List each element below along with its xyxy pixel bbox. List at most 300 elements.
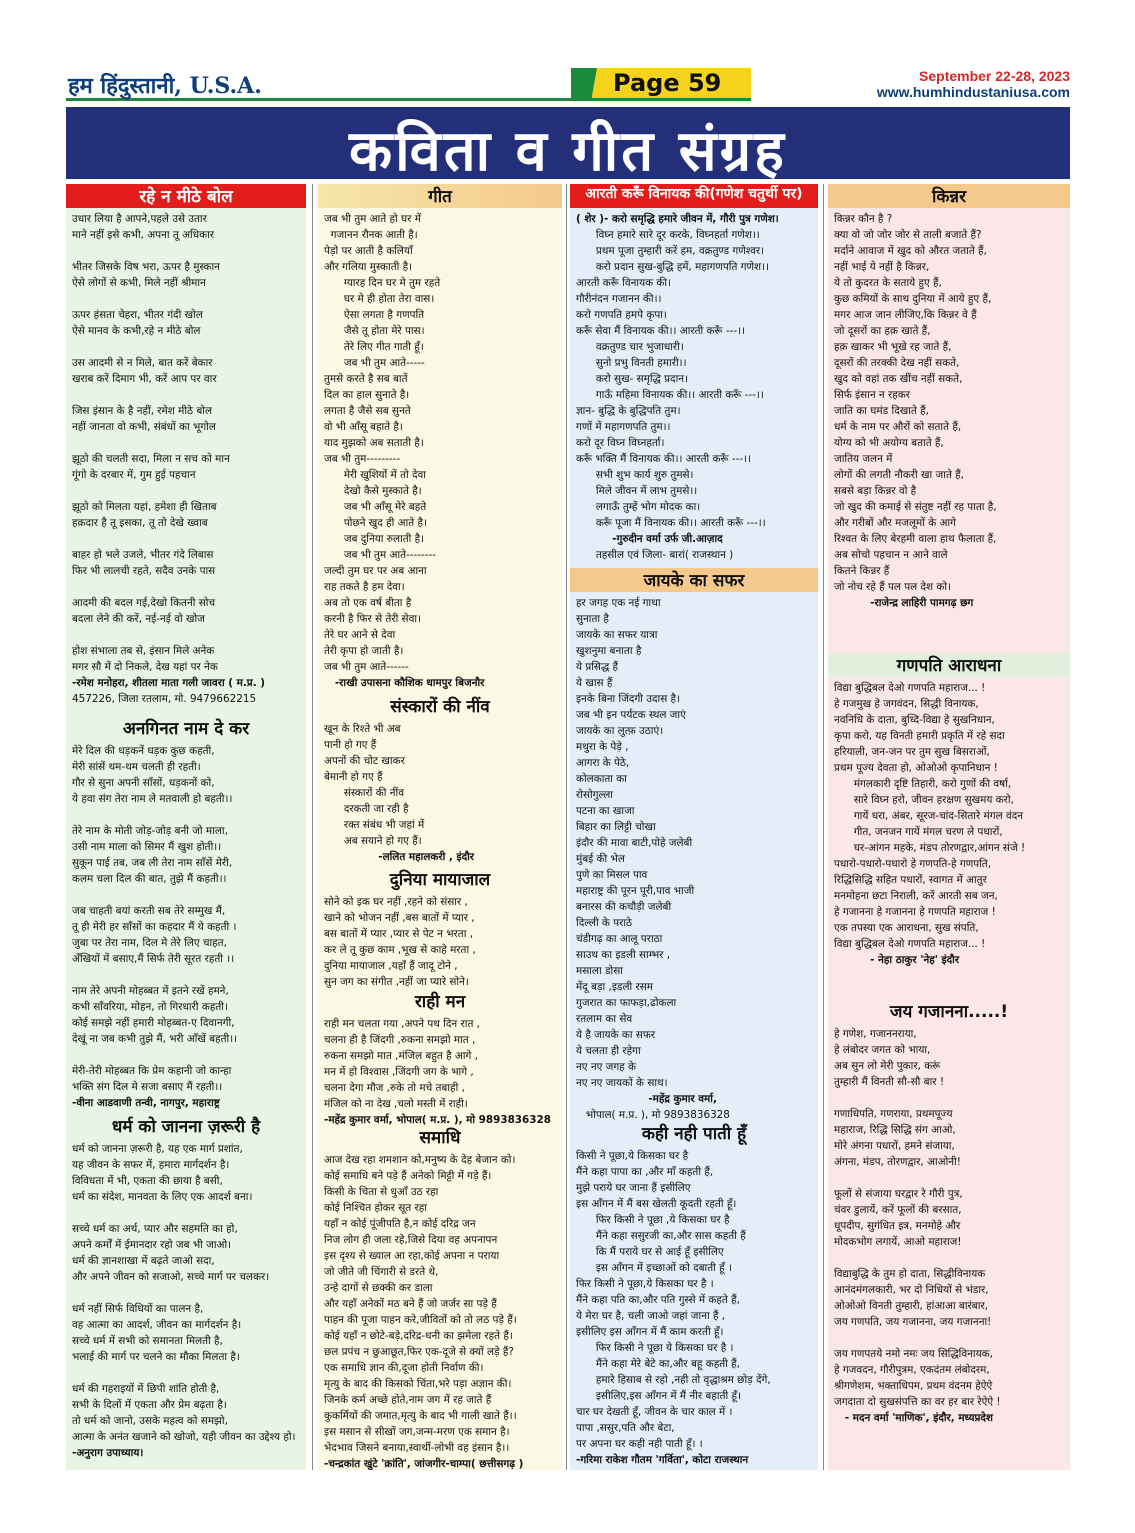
poem-line: जायके का लुत्फ़ उठाएं। bbox=[576, 725, 664, 737]
poem-line bbox=[834, 1250, 1066, 1266]
poem-line: जायके का सफर यात्रा bbox=[576, 629, 658, 641]
poem-line: मैंने कहा मेरे बेटे का,और बहू कहती हैं, bbox=[576, 1358, 740, 1370]
poem-line: खून के रिश्ते भी अब bbox=[324, 723, 401, 735]
poem-line: अब सोचो पहचान न आने वाले bbox=[834, 549, 948, 561]
poem-line: तेरे घर आने से देवा bbox=[324, 629, 396, 641]
poem-line: जो जीते जी चिंगारी से डरते थे, bbox=[324, 1266, 439, 1278]
poem-line: भीतर जिसके विष भरा, ऊपर है मुस्कान bbox=[72, 261, 220, 273]
poem-line: पाहन की पूजा पाहन करे,जीवितों को तो लठ पड़े हैं। bbox=[324, 1314, 517, 1326]
poem-jai-gajanana bbox=[828, 999, 1070, 1426]
poem-line: इस मसान से सीखों जग,जन्म-मरण एक समान है। bbox=[324, 1426, 510, 1438]
poem-line: मोरे अंगना पधारों, हमने संजाया, bbox=[834, 1140, 955, 1152]
poem-line: खुद को वहां तक खींच नहीं सकते, bbox=[834, 373, 963, 385]
poem-line: करो प्रदान सुख-बुद्धि हमें, महागणपति गणेश।। bbox=[576, 261, 769, 273]
poem-line: -गुरुदीन वर्मा उर्फ जी.आज़ाद bbox=[576, 533, 723, 545]
poem-body bbox=[318, 718, 562, 865]
poem-rahe-na-meethe-bol bbox=[66, 184, 306, 707]
poem-line: दिल का हाल सुनाते है। bbox=[324, 389, 410, 401]
poem-line: बाहर हो भले उजले, भीतर गंदे लिबास bbox=[72, 549, 214, 561]
poem-line: करो गणपति हमपे कृपा। bbox=[576, 309, 667, 321]
poem-line: जो खुद की कमाई से संतुष्ट नहीं रह पाता है, bbox=[834, 501, 997, 513]
poem-line: मगर सौ में दो निकले, देख यहां पर नेक bbox=[72, 661, 218, 673]
poem-line: नए नए जगह के bbox=[576, 1061, 636, 1073]
poem-line: -चन्द्रकांत खुंटे 'क्रांति', जांजगीर-चाम्पा( छत्तीसगढ़ ) bbox=[324, 1458, 524, 1470]
poem-line: करूँ पूजा मैं विनायक की।। आरती करूँ ---।। bbox=[576, 517, 766, 529]
poem-line: हे लंबोदर जगत को भाया, bbox=[834, 1044, 931, 1056]
poem-line: खाने को भोजन नहीं ,बस बातों में प्यार , bbox=[324, 912, 475, 924]
poem-line: तुमसे करते है सब बातें bbox=[324, 373, 408, 385]
poem-line: कोई समझे नहीं हमारी मोहब्बत-ए दिवानगी, bbox=[72, 1017, 235, 1029]
poem-line: गायें धरा, अंबर, सूरज-चांद-सितारे मंगल वंदन bbox=[834, 810, 1023, 822]
poem-line: और गलिया मुस्काती है। bbox=[324, 261, 413, 273]
poem-line: कुछ कमियों के साथ दुनिया में आये हुए हैं, bbox=[834, 293, 992, 305]
poem-line: कभी साँवरिया, मोहन, तो गिरधारी कहती। bbox=[72, 1001, 228, 1013]
poem-line: जब भी तुम आते-------- bbox=[324, 549, 437, 561]
poem-line: -महेंद्र कुमार वर्मा, भोपाल( म.प्र. ), मो 9893836328 bbox=[324, 1114, 551, 1126]
column-divider bbox=[312, 184, 313, 1470]
poem-line: करो सुख- समृद्धि प्रदान। bbox=[576, 373, 688, 385]
poem-line: ऊपर हंसता चेहरा, भीतर गंदी खोल bbox=[72, 309, 203, 321]
poem-line bbox=[72, 243, 302, 259]
poem-line: दुनिया मायाजाल ,यहाँ हैं जादू टोने , bbox=[324, 960, 458, 972]
poem-line: गणाधिपति, गणराया, प्रथमपूज्य bbox=[834, 1108, 953, 1120]
poem-line: इस आँगन में मैं बस खेलती कूदती रहती हूँ। bbox=[576, 1198, 737, 1210]
poem-line: वह आत्मा का आदर्श, जीवन का मार्गदर्शन है। bbox=[72, 1319, 242, 1331]
poem-line: रतलाम का सेव bbox=[576, 1013, 633, 1025]
poem-line: चंवर डुलायें, करें फूलों की बरसात, bbox=[834, 1204, 962, 1216]
poem-line: सभी शुभ कार्य शुरु तुमसे। bbox=[576, 469, 694, 481]
poem-body bbox=[828, 208, 1070, 611]
poem-line: धर्म की ज्ञानशाखा में बढ़ते जाओ सदा, bbox=[72, 1255, 215, 1267]
poem-line: वो भी आँसू बहाते है। bbox=[324, 421, 403, 433]
poem-line: ग्यारह दिन घर मे तुम रहते bbox=[324, 277, 441, 289]
poem-line: फिर किसी ने पूछा ये किसका घर है । bbox=[576, 1342, 734, 1354]
poem-line: किसी के चिता से धुआँ उठ रहा bbox=[324, 1186, 439, 1198]
poem-line: मंगलकारी दृष्टि तिहारी, करो गुणों की वर्षा, bbox=[834, 778, 1012, 790]
poem-line: तुम्हारी मैं विनती सौ-सौ बार ! bbox=[834, 1076, 945, 1088]
poem-line bbox=[72, 627, 302, 643]
poem-line: उधार लिया है आपने,पहले उसे उतार bbox=[72, 213, 207, 225]
poem-line: हे गजवदन, गौरीपुत्रम, एकदंतम लंबोदरम, bbox=[834, 1364, 990, 1376]
poem-title: राही मन bbox=[414, 992, 466, 1012]
poem-line: जय गणपतये नमो नमः जय सिद्धिविनायक, bbox=[834, 1348, 993, 1360]
poem-title: रहे न मीठे बोल bbox=[66, 184, 306, 208]
poem-line: इनके बिना जिंदगी उदास है। bbox=[576, 693, 680, 705]
poem-line: ये प्रसिद्ध हैं bbox=[576, 661, 619, 673]
poem-line: तू ही मेरी हर साँसों का कहदार मैं ये कहती । bbox=[72, 921, 237, 933]
poem-line: जब भी तुम--------- bbox=[324, 453, 401, 465]
poem-line: कोलकाता का bbox=[576, 773, 627, 785]
poem-line: कलम चला दिल की बात, तुझे मैं कहती।। bbox=[72, 873, 227, 885]
poem-line: आगरा के पेठे, bbox=[576, 757, 630, 769]
poem-line: सारे विघ्न हरो, जीवन हरक्षण सुखमय करो, bbox=[834, 794, 1014, 806]
poem-title: जायके का सफर bbox=[570, 568, 818, 592]
poem-line: उसी नाम माला को सिमर मैं खुश होती।। bbox=[72, 841, 222, 853]
poem-line: पधारो-पधारो-पधारो हे गणपति-हे गणपति, bbox=[834, 858, 992, 870]
poem-line: मर्दाने आवाज में खुद को औरत जताते हैं, bbox=[834, 245, 987, 257]
poem-line: फिर किसी ने पूछा,ये किसका घर है । bbox=[576, 1278, 714, 1290]
poem-line: जल्दी तुम घर पर अब आना bbox=[324, 565, 427, 577]
poem-title: धर्म को जानना ज़रूरी है bbox=[111, 1117, 261, 1137]
poem-line: लगाऊँ तुम्हें भोग मोदक का। bbox=[576, 501, 701, 513]
poem-line: महाराष्ट्र की पूरन पूरी,पाव भाजी bbox=[576, 885, 695, 897]
masthead bbox=[66, 68, 571, 101]
poem-line: आरती करूँ विनायक की। bbox=[576, 277, 671, 289]
poem-line bbox=[72, 387, 302, 403]
poem-line: ये है जायके का सफर bbox=[576, 1029, 656, 1041]
poem-line bbox=[72, 807, 302, 823]
poem-line: दूसरों की तरक्की देख नहीं सकते, bbox=[834, 357, 960, 369]
poem-line: आज देख रहा शमशान को,मनुष्य के देह बेजान को। bbox=[324, 1154, 516, 1166]
poem-line: अंगना, मंडप, तोरणद्वार, आओनी! bbox=[834, 1156, 961, 1168]
poem-line: हमारे हिसाब से रहो ,नही तो वृद्धाश्रम छोड़ देंगे, bbox=[576, 1374, 771, 1386]
poem-title: कही नही पाती हूँ bbox=[641, 1124, 747, 1144]
poem-line: -वीना आडवाणी तन्वी, नागपुर, महाराष्ट्र bbox=[72, 1097, 220, 1109]
poem-line: मुंबई की भेल bbox=[576, 853, 625, 865]
issue-date: September 22-28, 2023 bbox=[919, 68, 1070, 84]
poem-line: राही मन चलता गया ,अपने पथ दिन रात , bbox=[324, 1018, 480, 1030]
poem-line: घर-आंगन महके, मंडप तोरणद्वार,आंगन संजे ! bbox=[834, 842, 1026, 854]
poem-line: विद्या बुद्धिबल देओ गणपति महाराज... ! bbox=[834, 682, 986, 694]
poem-line: मगर आज जान लीजिए,कि किन्नर वे हैं bbox=[834, 309, 977, 321]
section-banner bbox=[66, 107, 1070, 184]
poem-body bbox=[318, 1149, 562, 1470]
poem-line: जाति का घमंड दिखाते हैं, bbox=[834, 405, 929, 417]
poem-line: तो धर्म को जानो, उसके महत्व को समझो, bbox=[72, 1415, 228, 1427]
poem-line: किन्नर कौन है ? bbox=[834, 213, 893, 225]
poem-line: जिस इंसान के है नहीं, रमेश मीठे बोल bbox=[72, 405, 213, 417]
poem-line: मैंने कहा ससुरजी का,और सास कहती हैं bbox=[576, 1230, 746, 1242]
poem-line: मिले जीवन में लाभ तुमसे।। bbox=[576, 485, 698, 497]
poem-line: मोदकभोग लगायें, आओ महाराज! bbox=[834, 1236, 962, 1248]
poem-line: दरकती जा रही है bbox=[324, 803, 409, 815]
poem-line: दिल्ली के पराठे bbox=[576, 917, 633, 929]
poem-line bbox=[72, 1285, 302, 1301]
poem-line: संस्कारों की नींव bbox=[324, 787, 405, 799]
poem-line: लोगों की लगती नौकरी खा जाते हैं, bbox=[834, 469, 964, 481]
poem-title: संस्कारों की नींव bbox=[390, 697, 490, 717]
poem-sanskaron-ki-neenv bbox=[318, 694, 562, 865]
poem-line: सिर्फ इंसान न रहकर bbox=[834, 389, 910, 401]
poem-line: 457226, जिला रतलाम, मो. 9479662215 bbox=[72, 693, 257, 705]
poem-line: क्या वो जो जोर जोर से ताली बजाते हैं? bbox=[834, 229, 982, 241]
poem-line: अपनों की चोट खाकर bbox=[324, 755, 405, 767]
poem-body bbox=[66, 208, 306, 707]
poem-line: विद्याबुद्धि के तुम हो दाता, सिद्धीविनायक bbox=[834, 1268, 986, 1280]
poem-line: कर ले तू कुछ काम ,भूख से काहे मरता , bbox=[324, 944, 476, 956]
poem-line: पापा ,ससुर,पति और बेटा, bbox=[576, 1422, 675, 1434]
poem-line: मैंने कहा पापा का ,और माँ कहती हैं, bbox=[576, 1166, 714, 1178]
poem-line: फिर किसी ने पूछा ,ये किसका घर है bbox=[576, 1214, 730, 1226]
poem-line: नहीं जानता वो कभी, संबंधों का भूगोल bbox=[72, 421, 216, 433]
poem-line: लगता है जैसे सब सुनते bbox=[324, 405, 411, 417]
poem-line bbox=[72, 483, 302, 499]
poem-line: गाऊँ महिमा विनायक की।। आरती करूँ ---।। bbox=[576, 389, 764, 401]
poem-title: दुनिया मायाजाल bbox=[389, 870, 491, 890]
poem-line: आदमी की बदल गई,देखो कितनी सोच bbox=[72, 597, 216, 609]
poem-line: ये चलता ही रहेगा bbox=[576, 1045, 641, 1057]
poem-dharm-ko-janna bbox=[66, 1114, 306, 1461]
poem-line: श्रीगणेशम, भक्ताधिपम, प्रथम वंदनम हेऐऐ bbox=[834, 1380, 993, 1392]
poem-line: मुझे पराये घर जाना हैं इसीलिए bbox=[576, 1182, 691, 1194]
poem-body bbox=[828, 1023, 1070, 1426]
poem-line: पेड़ो पर आती है कलियाँ bbox=[324, 245, 413, 257]
poem-line: राह तकते है हम देवा। bbox=[324, 581, 405, 593]
poem-line: गणों में महागणपति तुम।। bbox=[576, 421, 671, 433]
poem-body bbox=[570, 208, 818, 563]
poem-line: -गरिमा राकेश गौतम 'गर्विता', कोटा राजस्थान bbox=[576, 1454, 749, 1466]
poem-line: नए नए जायकों के साथ। bbox=[576, 1077, 668, 1089]
poem-line: और अपने जीवन को सजाओ, सच्चे मार्ग पर चलकर। bbox=[72, 1271, 270, 1283]
poem-line: रुकना समझो मात ,मंजिल बहुत है आगे , bbox=[324, 1050, 479, 1062]
poem-title: समाधि bbox=[419, 1128, 461, 1148]
banner-title: कविता व गीत संग्रह bbox=[349, 119, 787, 184]
poem-line: योग्य को भी अयोग्य बताते हैं, bbox=[834, 437, 944, 449]
poem-body bbox=[570, 592, 818, 1123]
poem-line: पोछने खुद ही आते है। bbox=[324, 517, 427, 529]
poem-line: और गरीबों और मजलूमों के आगे bbox=[834, 517, 957, 529]
poem-title: गणपति आराधना bbox=[828, 653, 1070, 677]
poem-line: हे गजमुख हे जगवंदन, सिद्धी विनायक, bbox=[834, 698, 979, 710]
poem-body bbox=[318, 891, 562, 990]
poem-line: जब भी तुम आते----- bbox=[324, 357, 425, 369]
poem-line: साउथ का इडली साम्भर , bbox=[576, 949, 671, 961]
poem-line: जब भी इन पर्यटक स्थल जाएं bbox=[576, 709, 686, 721]
poem-line: गीत, जनजन गायें मंगल चरण ले पधारों, bbox=[834, 826, 1003, 838]
poem-title: किन्नर bbox=[828, 184, 1070, 208]
poem-line: बदला लेने की करें, नई-नई वो खोज bbox=[72, 613, 205, 625]
poem-line: ओओओ विनती तुम्हारी, हांआआ बारंबार, bbox=[834, 1300, 988, 1312]
poem-line: पानी हो गए हैं bbox=[324, 739, 377, 751]
poem-line: किसी ने पूछा,ये किसका घर है bbox=[576, 1150, 689, 1162]
poem-line: मनमोहना छटा निराली, करें आरती सब जन, bbox=[834, 890, 998, 902]
poem-line: रोसोगुल्ला bbox=[576, 789, 613, 801]
poem-line: बस बातों में प्यार ,प्यार से पेट न भरता , bbox=[324, 928, 474, 940]
poem-line: कृपा करो, यह विनती हमारी प्रकृति में रहे सदा bbox=[834, 730, 1005, 742]
poem-line: झूठो को मिलता यहां, हमेशा ही खिताब bbox=[72, 501, 217, 513]
poem-jayke-ka-safar bbox=[570, 568, 818, 1123]
poem-line: तेरी कृपा हो जाती है। bbox=[324, 645, 404, 657]
poem-line: अब तो एक वर्ष बीता है bbox=[324, 597, 412, 609]
poem-line: मंजिल को ना देख ,चलो मस्ती में राही। bbox=[324, 1098, 468, 1110]
column-2 bbox=[318, 184, 562, 1470]
poem-line: यह जीवन के सफर में, हमारा मार्गदर्शन है। bbox=[72, 1159, 230, 1171]
poem-body bbox=[66, 1138, 306, 1461]
poem-line: ये मेरा घर है, चली जाओ जहां जाना हैं , bbox=[576, 1310, 726, 1322]
poem-body bbox=[570, 1145, 818, 1468]
poem-line: हरियाली, जन-जन पर तुम सुख बिसराओं, bbox=[834, 746, 990, 758]
poem-kahi-nahi-paati bbox=[570, 1121, 818, 1468]
poem-body bbox=[66, 740, 306, 1111]
poem-line: करूँ सेवा मैं विनायक की।। आरती करूँ ---।। bbox=[576, 325, 746, 337]
poem-line: मसाला डोसा bbox=[576, 965, 623, 977]
poem-line: ऐसे मानव के कभी,रहे न मीठे बोल bbox=[72, 325, 201, 337]
poem-line: गजानन रौनक आती है। bbox=[324, 229, 418, 241]
poem-title: जय गजानना.....! bbox=[889, 1002, 1009, 1022]
poem-line: तेरे लिए गीत गाती हूँ। bbox=[324, 341, 424, 353]
poem-line: विविधता में भी, एकता की छाया है बसी, bbox=[72, 1175, 223, 1187]
poem-line: पर अपना घर कही नही पाती हूँ। । bbox=[576, 1438, 703, 1450]
poem-line: कुकर्मियों की जमात,मृत्यु के बाद भी गाली खाते हैं।। bbox=[324, 1410, 517, 1422]
poem-line bbox=[834, 1090, 1066, 1106]
poem-line bbox=[72, 887, 302, 903]
poem-line: जब भी तुम आते हो घर में bbox=[324, 213, 421, 225]
poem-line: जो दूसरों का हक़ खाते हैं, bbox=[834, 325, 931, 337]
poem-line: ये खास हैं bbox=[576, 677, 613, 689]
poem-line: ये हवा संग तेरा नाम ले मतवाली हो बहती।। bbox=[72, 793, 233, 805]
poem-line: और यहाँ अनेकों मठ बने हैं जो जर्जर सा पड़े हैं bbox=[324, 1298, 497, 1310]
poem-line bbox=[72, 291, 302, 307]
poem-line: ऐसा लगता है गणपति bbox=[324, 309, 425, 321]
poem-line bbox=[72, 967, 302, 983]
poem-line: चार घर देखती हूँ, जीवन के चार काल में । bbox=[576, 1406, 733, 1418]
poem-line: आनंदमंगलकारी, भर दो निधियों से भंडार, bbox=[834, 1284, 989, 1296]
poem-line: मेंदू बड़ा ,इडली रसम bbox=[576, 981, 654, 993]
poem-line: करनी है फिर से तेरी सेवा। bbox=[324, 613, 421, 625]
poem-line: खराब करें दिमाग भी, करें आप पर वार bbox=[72, 373, 217, 385]
poem-line: इस आँगन में इच्छाओं को दबाती हूँ । bbox=[576, 1262, 732, 1274]
website-link[interactable]: www.humhindustaniusa.com bbox=[876, 84, 1070, 100]
poem-line: -महेंद्र कुमार वर्मा, bbox=[576, 1093, 717, 1105]
poem-line: गुजरात का फाफड़ा,ढोकला bbox=[576, 997, 677, 1009]
poem-title: अनगिनत नाम दे कर bbox=[122, 719, 250, 739]
poem-line: मथुरा के पेड़े , bbox=[576, 741, 629, 753]
poem-line: कितने किन्नर हैं bbox=[834, 565, 890, 577]
poem-line: रिश्वत के लिए बेरहमी वाला हाथ फैलाता हैं, bbox=[834, 533, 997, 545]
poem-line: हक़दार है तू इसका, तू तो देखे ख्वाब bbox=[72, 517, 208, 529]
poem-line: बिहार का लिट्टी चोखा bbox=[576, 821, 656, 833]
poem-line: गौर से सुना अपनी साँसों, धड़कनों को, bbox=[72, 777, 215, 789]
poem-line: ऐसे लोगों से कभी, मिले नहीं श्रीमान bbox=[72, 277, 206, 289]
poem-line: सुकून पाई तब, जब ली तेरा नाम साँसें मेरी, bbox=[72, 857, 233, 869]
poem-line: अब सुन लो मेरी पुकार, करूं bbox=[834, 1060, 941, 1072]
poem-line bbox=[834, 1170, 1066, 1186]
poem-line: नहीं भाई ये नहीं है किन्नर, bbox=[834, 261, 930, 273]
poem-line: जब भी तुम आते------ bbox=[324, 661, 409, 673]
poem-line: जगदाता दो सुखसंपत्ति का वर हर बार रेऐऐ ! bbox=[834, 1396, 1001, 1408]
poem-line: धर्म का संदेश, मानवता के लिए एक आदर्श बना। bbox=[72, 1191, 253, 1203]
poem-line: प्रथम पूज्य देवता हो, ओओओ कृपानिधान ! bbox=[834, 762, 998, 774]
poem-line: सुनो प्रभु विनती हमारी।। bbox=[576, 357, 687, 369]
poem-line: सच्चे धर्म में सभी को समानता मिलती है, bbox=[72, 1335, 223, 1347]
column-1 bbox=[66, 184, 306, 1470]
poem-line: इंदौर की मावा बाटी,पोहे जलेबी bbox=[576, 837, 693, 849]
column-4 bbox=[828, 184, 1070, 1470]
poem-line: इसीलिए,इस आँगन में मैं नीर बहाती हूँ। bbox=[576, 1390, 741, 1402]
page-header bbox=[66, 68, 1070, 102]
column-divider bbox=[566, 184, 567, 1470]
poem-line: यहाँ न कोई पूंजीपति है,न कोई दरिद्र जन bbox=[324, 1218, 476, 1230]
poem-line: जो नोच रहे हैं पल पल देश को। bbox=[834, 581, 951, 593]
poem-line: जैसे तू होता मेरे पास। bbox=[324, 325, 425, 337]
poem-title: आरती करूँ विनायक की(गणेश चतुर्थी पर) bbox=[570, 184, 818, 208]
poem-line: धर्म के नाम पर औरों को सताते हैं, bbox=[834, 421, 962, 433]
poem-line: करूँ भक्ति मैं विनायक की।। आरती करूँ ---।। bbox=[576, 453, 752, 465]
poem-line: विद्या बुद्धिबल देओ गणपति महाराज... ! bbox=[834, 938, 986, 950]
poem-line: चलना देगा मौज ,रुके तो मचे तबाही , bbox=[324, 1082, 465, 1094]
poem-line: पुणे का मिसल पाव bbox=[576, 869, 648, 881]
poem-line: नाम तेरे अपनी मोहब्बत में इतने रखें हमने, bbox=[72, 985, 229, 997]
poem-line: कोई यहाँ न छोटे-बड़े,दरिद्र-धनी का झमेला रहते हैं। bbox=[324, 1330, 513, 1342]
poem-line: सभी के दिलों में एकता और प्रेम बढ़ता है। bbox=[72, 1399, 227, 1411]
poem-body bbox=[828, 677, 1070, 968]
poem-line bbox=[72, 1365, 302, 1381]
poem-geet bbox=[318, 184, 562, 691]
poem-line: जातिय जलन में bbox=[834, 453, 893, 465]
poem-line: मृत्यु के बाद की किसको चिंता,भरे पड़ा अज्ञान की। bbox=[324, 1378, 512, 1390]
poem-body bbox=[318, 1013, 562, 1128]
poem-anginat-naam bbox=[66, 716, 306, 1111]
poem-line: एक तपस्या एक आराधना, सुख संपति, bbox=[834, 922, 979, 934]
poem-line: रक्त संबंध भी जहां में bbox=[324, 819, 425, 831]
poem-line: हर जगह एक नई गाथा bbox=[576, 597, 661, 609]
poem-line: ( शेर )- करो समृद्धि हमारे जीवन में, गौरी पुत्र गणेश। bbox=[576, 213, 779, 225]
poem-line: प्रथम पूजा तुम्हारी करें हम, वक्रतुण्ड गणेश्वर। bbox=[576, 245, 765, 257]
poem-line bbox=[72, 531, 302, 547]
poem-line: वक्रतुण्ड चार भुजाधारी। bbox=[576, 341, 684, 353]
poem-line: भलाई की मार्ग पर चलने का मौका मिलता है। bbox=[72, 1351, 240, 1363]
page-number: Page 59 bbox=[613, 69, 722, 97]
poem-line: एक समाधि ज्ञान की,दूजा होती निर्वाण की। bbox=[324, 1362, 484, 1374]
poem-line: मन में हो विश्वास ,जिंदगी जग के भागे , bbox=[324, 1066, 474, 1078]
poem-line: जब भी आँसू मेरे बहते bbox=[324, 501, 427, 513]
poem-line: महाराज, रिद्धि सिद्धि संग आओ, bbox=[834, 1124, 956, 1136]
poem-line: ये तो कुदरत के सताये हुए हैं, bbox=[834, 277, 942, 289]
column-3 bbox=[570, 184, 818, 1470]
poem-samadhi bbox=[318, 1125, 562, 1470]
poem-line: अब सयाने हो गए हैं। bbox=[324, 835, 422, 847]
poem-line: हे गणेश, गजाननराया, bbox=[834, 1028, 917, 1040]
poem-line: धर्म नहीं सिर्फ विधियों का पालन है, bbox=[72, 1303, 204, 1315]
poem-line: हे गजानना हे गजानना हे गणपति महाराज ! bbox=[834, 906, 996, 918]
brand-name: हम हिंदुस्तानी, U.S.A. bbox=[68, 73, 262, 99]
poem-line: अँखियों में बसाए,मैं सिर्फ तेरी सूरत रहती ।। bbox=[72, 953, 235, 965]
poem-line bbox=[72, 435, 302, 451]
poem-line: धर्म को जानना ज़रूरी है, यह एक मार्ग प्रशांत, bbox=[72, 1143, 243, 1155]
poem-line: -ललित महालकरी , इंदौर bbox=[324, 851, 475, 863]
poem-line: -अनुराग उपाध्याय। bbox=[72, 1447, 144, 1459]
poem-line: -राजेन्द्र लाहिरी पामगढ़ छग bbox=[834, 597, 974, 609]
poem-line: खुशनुमा बनाता है bbox=[576, 645, 642, 657]
poem-line bbox=[72, 579, 302, 595]
poem-line: सच्चे धर्म का अर्थ, प्यार और सहमति का हो, bbox=[72, 1223, 238, 1235]
poem-line: इसीलिए इस आँगन में मैं काम करती हूँ। bbox=[576, 1326, 724, 1338]
poem-line: चंडीगढ़ का आलू पराठा bbox=[576, 933, 663, 945]
poem-line: जब चाहती बयां करती सब तेरे सम्मुख मैं, bbox=[72, 905, 226, 917]
poem-line: गौरीनंदन गजानन की।। bbox=[576, 293, 662, 305]
poem-line: भेदभाव जिसने बनाया,स्वार्थी-लोभी वह इंसान है।। bbox=[324, 1442, 510, 1454]
poem-line: करो दूर विघ्न विघ्नहर्ता। bbox=[576, 437, 665, 449]
poem-line: अपने कर्मों में ईमानदार रहो जब भी जाओ। bbox=[72, 1239, 232, 1251]
poem-line: माने नहीं इसे कभी, अपना तू अधिकार bbox=[72, 229, 215, 241]
poem-line: घर मे ही होता तेरा वास। bbox=[324, 293, 435, 305]
poem-line: देखो कैसे मुस्काते है। bbox=[324, 485, 422, 497]
poem-line: निज लोग ही जला रहे,जिसे दिया वह अपनापन bbox=[324, 1234, 498, 1246]
poem-title: गीत bbox=[318, 184, 562, 208]
poem-line: फिर भी लालची रहते, सदैव उनके पास bbox=[72, 565, 216, 577]
poem-line: -रमेश मनोहरा, शीतला माता गली जावरा ( म.प्र. ) bbox=[72, 677, 266, 689]
poem-line: -राखी उपासना कौशिक धामपुर बिजनौर bbox=[324, 677, 485, 689]
poem-rahi-man bbox=[318, 989, 562, 1128]
poem-line: - नेहा ठाकुर 'नेह' इंदौर bbox=[834, 954, 960, 966]
poem-line bbox=[72, 1047, 302, 1063]
poem-line: जय गणपति, जय गजानना, जय गजानना! bbox=[834, 1316, 992, 1328]
poem-line: फूलों से संजाया घरद्वार रे गौरी पुत्र, bbox=[834, 1188, 963, 1200]
poem-line: याद मुझको अब सताती है। bbox=[324, 437, 424, 449]
poem-line: विघ्न हमारे सारे दूर करके, विघ्नहर्ता गणेश।। bbox=[576, 229, 760, 241]
poem-line: छल प्रपंच न छुआछूत,फिर एक-दूजे से क्यों लड़े हैं? bbox=[324, 1346, 514, 1358]
poem-line: उस आदमी से न मिले, बात करें बेकार bbox=[72, 357, 213, 369]
